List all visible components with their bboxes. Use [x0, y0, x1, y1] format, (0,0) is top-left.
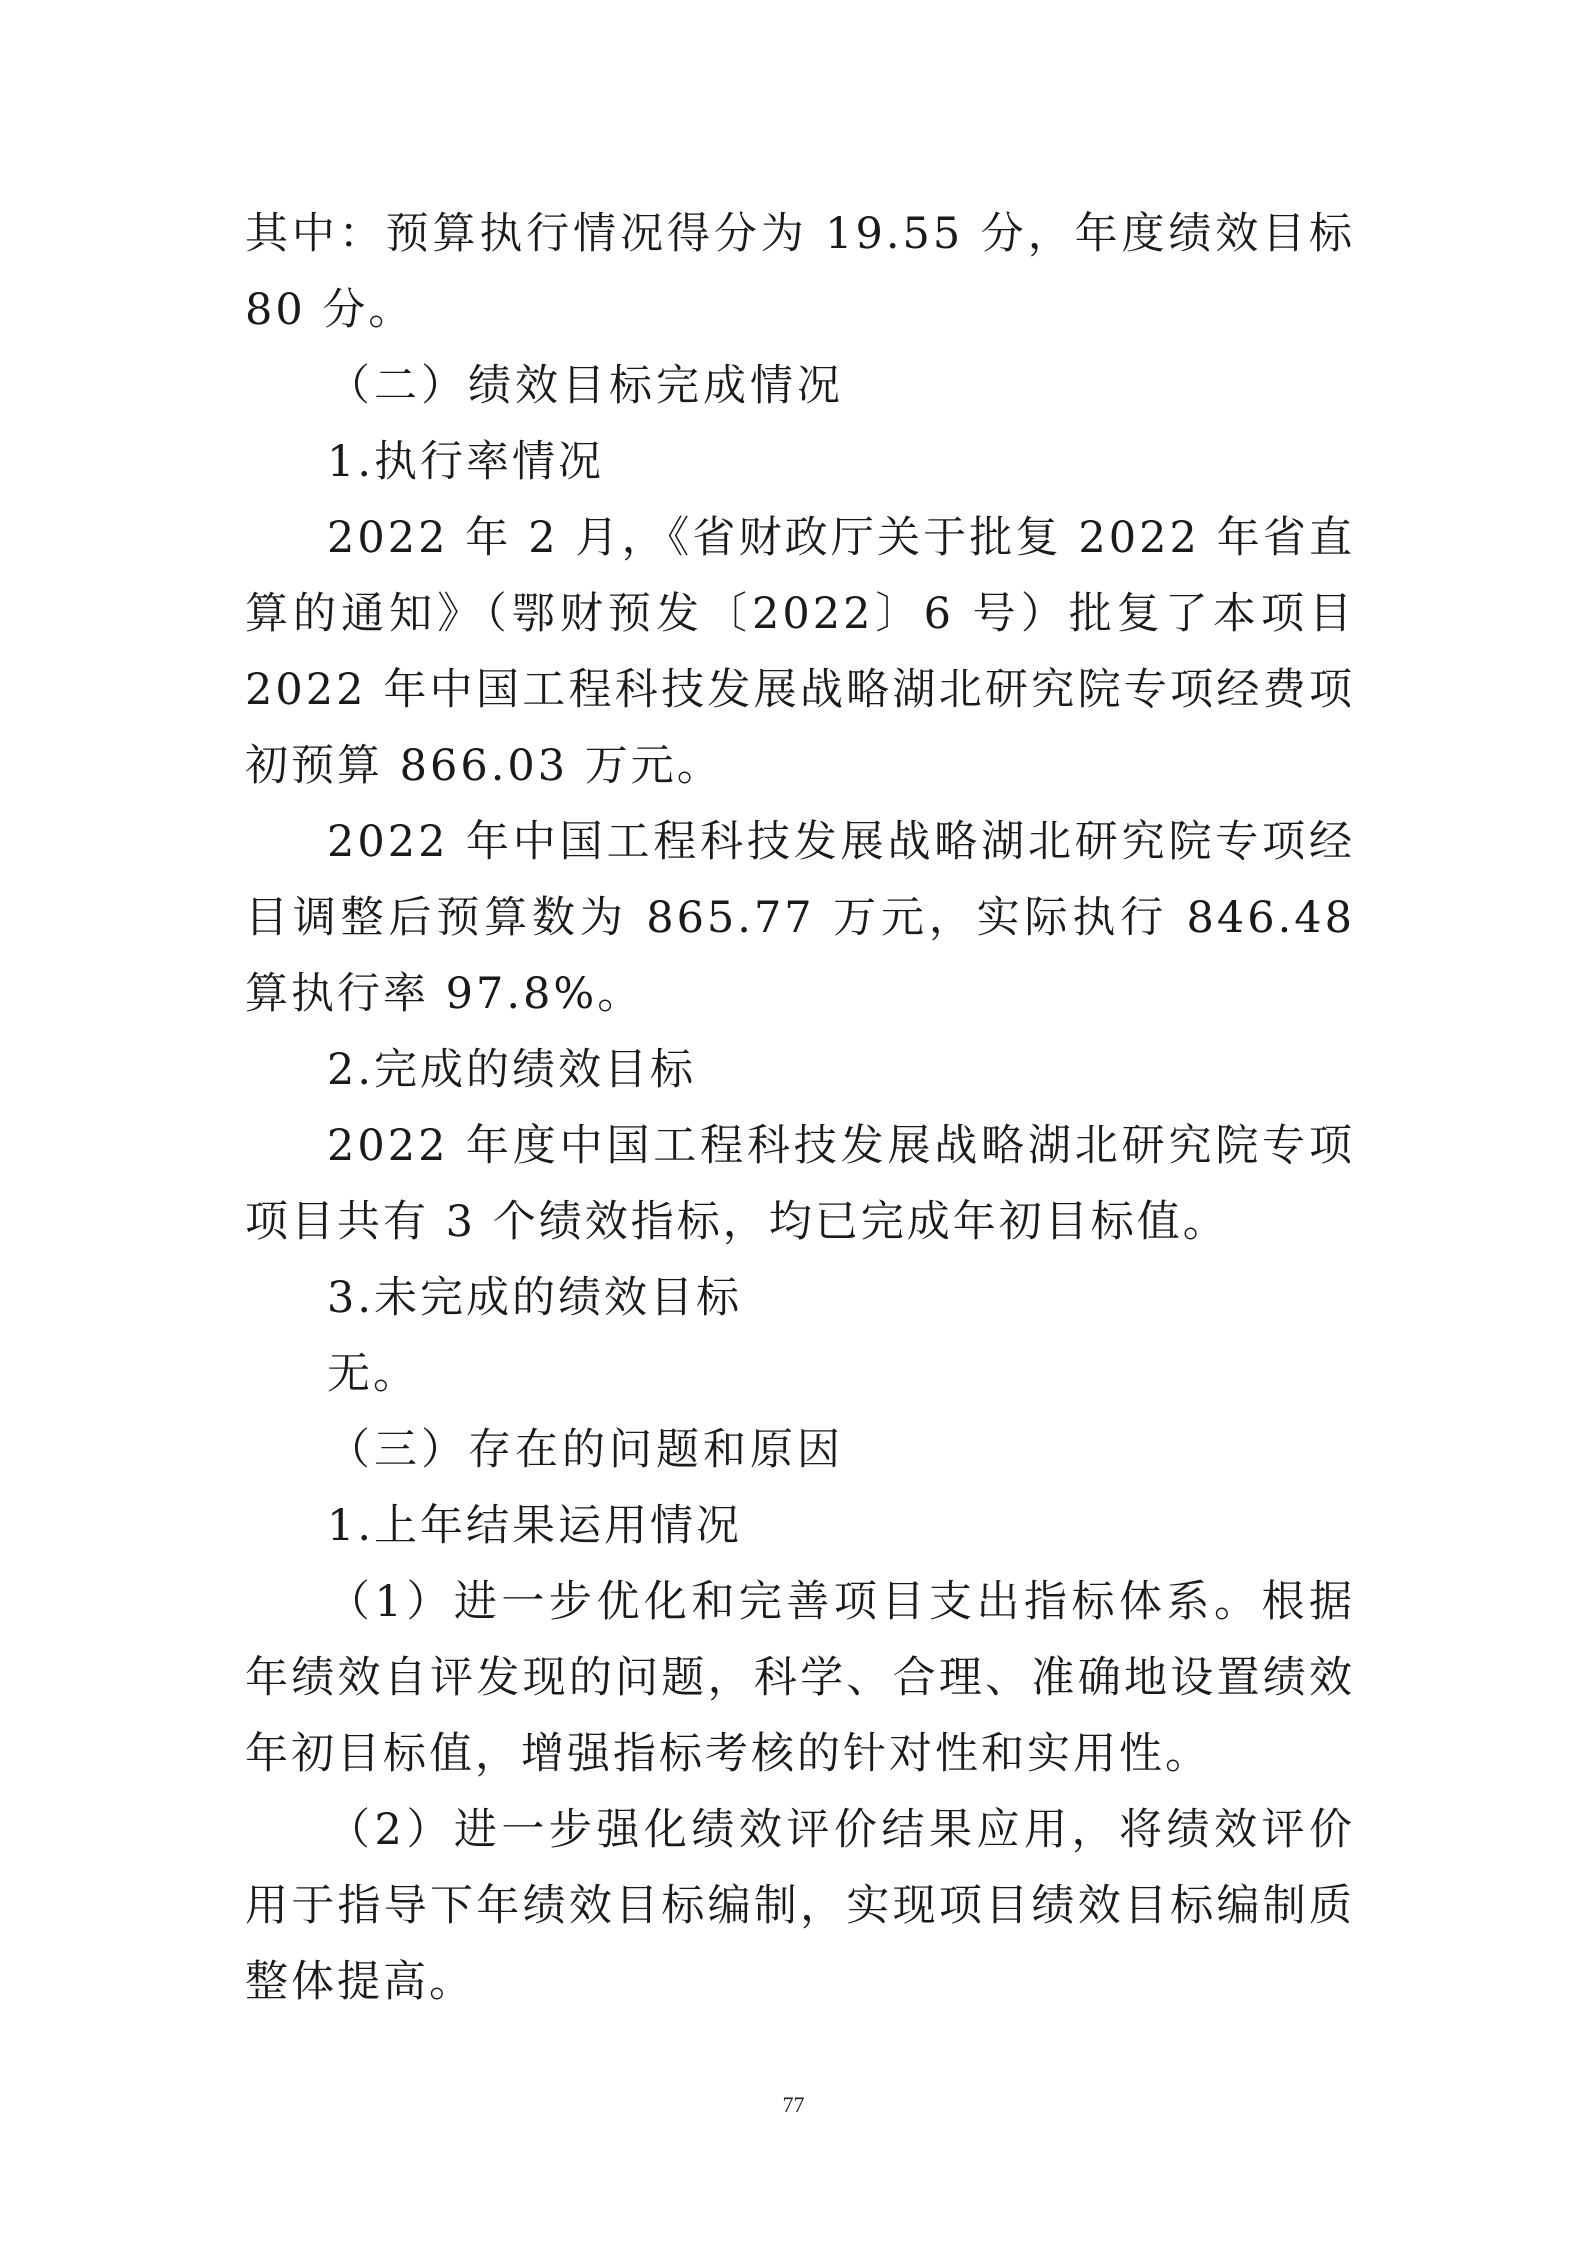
- paragraph-line: 无。: [327, 1349, 419, 1399]
- paragraph-line: （2）进一步强化绩效评价结果应用，将绩效评价: [327, 1805, 1355, 1855]
- paragraph-line: 初预算 866.03 万元。: [245, 741, 723, 791]
- paragraph-line: 目调整后预算数为 865.77 万元，实际执行 846.48: [245, 893, 1355, 943]
- paragraph-line: 2022 年中国工程科技发展战略湖北研究院专项经: [327, 817, 1355, 867]
- paragraph-line: 2022 年度中国工程科技发展战略湖北研究院专项: [327, 1121, 1355, 1171]
- paragraph-line: （1）进一步优化和完善项目支出指标体系。根据: [327, 1577, 1355, 1627]
- paragraph-line: 年初目标值，增强指标考核的针对性和实用性。: [245, 1729, 1211, 1779]
- subheading-completed-goals: 2.完成的绩效目标: [327, 1045, 697, 1095]
- paragraph-line: 用于指导下年绩效目标编制，实现项目绩效目标编制质: [245, 1881, 1355, 1931]
- subheading-uncompleted-goals: 3.未完成的绩效目标: [327, 1273, 743, 1323]
- subheading-previous-year-results: 1.上年结果运用情况: [327, 1501, 743, 1551]
- subheading-execution-rate: 1.执行率情况: [327, 437, 605, 487]
- section-heading-problems-causes: （三）存在的问题和原因: [327, 1425, 844, 1475]
- section-heading-performance-goals: （二）绩效目标完成情况: [327, 361, 844, 411]
- paragraph-line: 算执行率 97.8%。: [245, 969, 644, 1019]
- paragraph-line: 其中：预算执行情况得分为 19.55 分，年度绩效目标: [245, 209, 1355, 259]
- paragraph-line: 2022 年中国工程科技发展战略湖北研究院专项经费项: [245, 665, 1355, 715]
- paragraph-line: 算的通知》（鄂财预发〔2022〕6 号）批复了本项目: [245, 589, 1355, 639]
- page-number: 77: [782, 2092, 805, 2117]
- body-text: [245, 196, 1355, 2020]
- paragraph-line: 2022 年 2 月，《省财政厅关于批复 2022 年省直: [327, 513, 1355, 563]
- paragraph-line: 80 分。: [245, 285, 415, 335]
- paragraph-line: 年绩效自评发现的问题，科学、合理、准确地设置绩效: [245, 1653, 1355, 1703]
- paragraph-line: 整体提高。: [245, 1957, 475, 2007]
- paragraph-line: 项目共有 3 个绩效指标，均已完成年初目标值。: [245, 1197, 1229, 1247]
